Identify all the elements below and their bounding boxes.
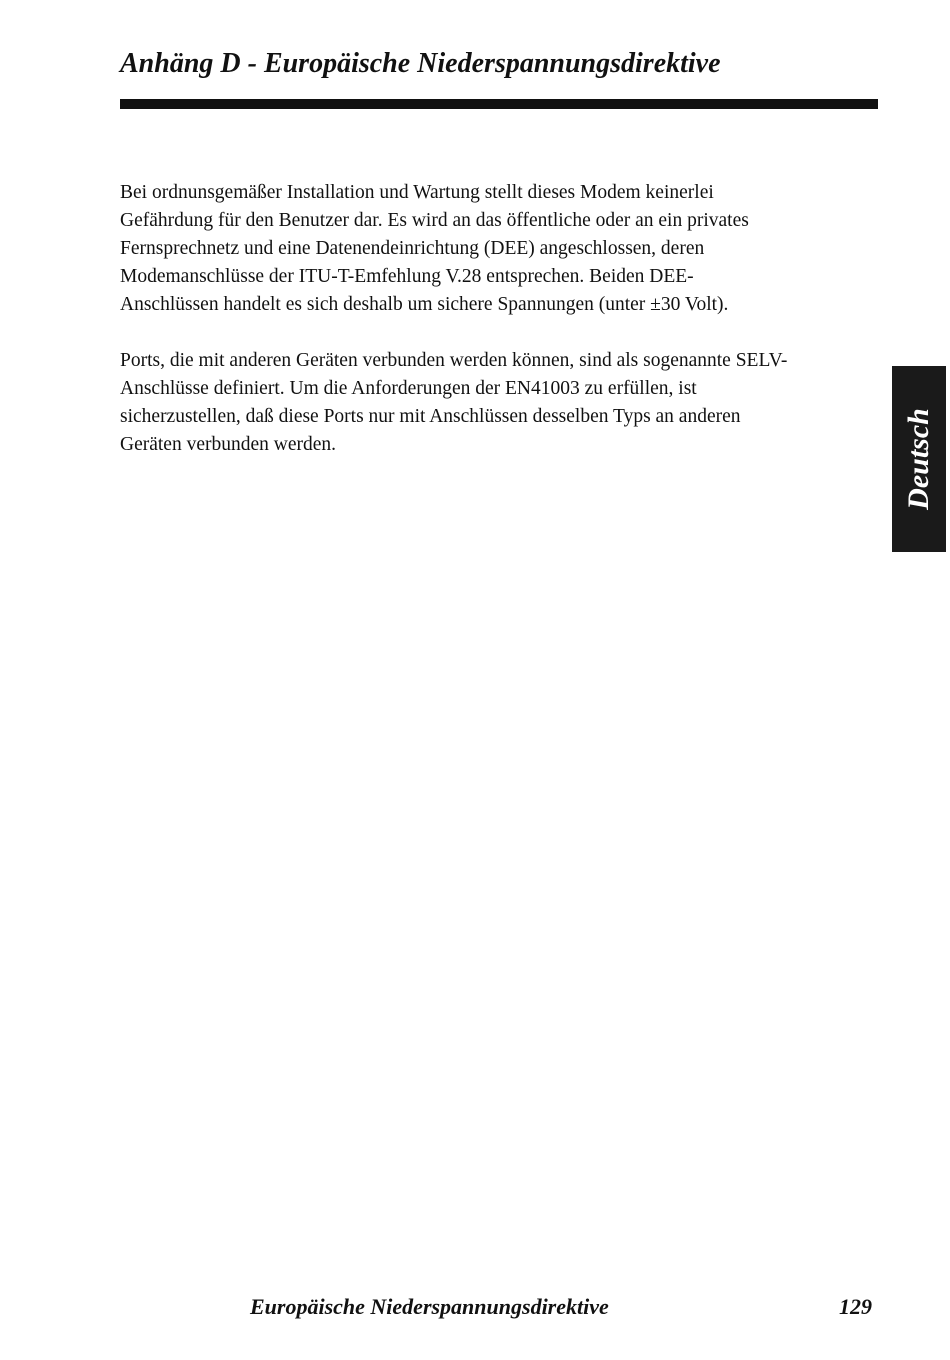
paragraph-line: Fernsprechnetz und eine Datenendeinrichtung (DEE) angeschlossen, deren xyxy=(120,238,705,259)
paragraph-1 xyxy=(120,179,890,319)
paragraph-line: Anschlüsse definiert. Um die Anforderungen der EN41003 zu erfüllen, ist xyxy=(120,378,697,399)
paragraph-line: Modemanschlüsse der ITU-T-Emfehlung V.28 entsprechen. Beiden DEE- xyxy=(120,266,694,287)
paragraph-line: Anschlüssen handelt es sich deshalb um sichere Spannungen (unter ±30 Volt). xyxy=(120,294,729,315)
footer-title: Europäische Niederspannungsdirektive xyxy=(250,1294,609,1319)
paragraph-line: Geräten verbunden werden. xyxy=(120,434,337,455)
paragraph-line: Ports, die mit anderen Geräten verbunden werden können, sind als sogenannte SELV- xyxy=(120,350,788,371)
paragraph-2 xyxy=(120,347,890,459)
page-header-title: Anhäng D - Europäische Niederspannungsdirektive xyxy=(120,48,721,79)
paragraph-line: sicherzustellen, daß diese Ports nur mit Anschlüssen desselben Typs an anderen xyxy=(120,406,741,427)
language-side-tab xyxy=(892,366,946,552)
header-rule xyxy=(120,99,878,109)
page-number: 129 xyxy=(839,1294,872,1319)
paragraph-line: Gefährdung für den Benutzer dar. Es wird an das öffentliche oder an ein privates xyxy=(120,210,749,231)
paragraph-line: Bei ordnunsgemäßer Installation und Wartung stellt dieses Modem keinerlei xyxy=(120,182,714,203)
side-tab-label: Deutsch xyxy=(902,408,935,510)
